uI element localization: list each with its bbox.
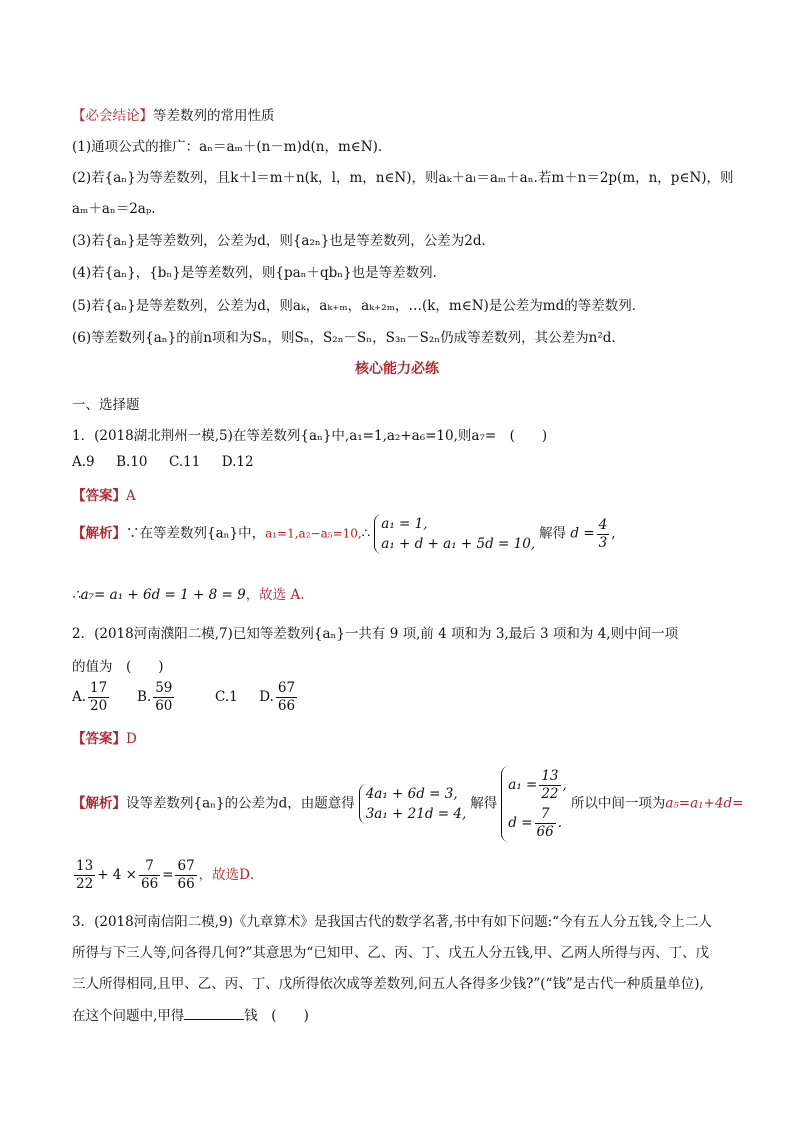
q2-sol-d-num: 7: [535, 806, 556, 824]
summary-header: [72, 104, 275, 124]
q2-l2-n1: 13: [76, 858, 94, 874]
property-4: (4)若{aₙ}，{bₙ}是等差数列，则{paₙ＋qbₙ}也是等差数列．: [72, 265, 447, 281]
q2-option-b-num: 59: [155, 680, 173, 696]
q2-l2-n3: 67: [177, 858, 195, 874]
q1-option-d: D.12: [221, 454, 254, 470]
q2-solution: [501, 766, 567, 842]
q1-answer-label: 【答案】: [72, 488, 126, 504]
q1-solve-text: 解得: [539, 525, 567, 542]
property-2-line-2: aₘ＋aₙ＝2aₚ.: [72, 201, 156, 217]
q1-system-eq2: a₁ + d + a₁ + 5d = 10,: [381, 536, 536, 552]
q2-system: [359, 784, 467, 824]
q2-answer-value: D: [126, 731, 137, 747]
q2-stem-line-1: 2．(2018河南濮阳二模,7)已知等差数列{aₙ}一共有 9 项,前 4 项和为 3,最后 3 项和为 4,则中间一项: [72, 626, 679, 642]
q3-line-2: 所得与下三人等,问各得几何?”其意思为“已知甲、乙、丙、丁、戊五人分五钱,甲、乙两人所得与丙、丁、戊: [72, 945, 710, 961]
q2-solve-text: 解得: [470, 795, 498, 812]
q2-l2-d1: 22: [76, 876, 94, 892]
q3-line-4-tail: 钱 ( ): [244, 1008, 309, 1024]
q1-analysis-label: 【解析】: [72, 525, 126, 542]
q3-line-4-text: 在这个问题中,甲得: [72, 1008, 185, 1024]
q1-option-a: A.9: [72, 454, 95, 470]
q2-analysis: [72, 766, 743, 842]
q2-so-expr: a₅=a₁+4d=: [665, 795, 744, 812]
q2-so-text: 所以中间一项为: [570, 795, 666, 812]
q2-conclusion: [72, 858, 264, 893]
property-5: (5)若{aₙ}是等差数列，公差为d，则aₖ，aₖ₊ₘ，aₖ₊₂ₘ，…(k，m∈N)是公差为md的等差数列．: [72, 298, 646, 314]
q2-option-d-num: 67: [277, 680, 296, 696]
summary-header-bracket: 【必会结论】: [72, 108, 153, 124]
q1-analysis-text: ∵在等差数列{aₙ}中，: [126, 525, 266, 542]
q1-system: [374, 514, 535, 554]
q3-answer-blank[interactable]: [184, 1019, 244, 1020]
q2-option-d-den: 66: [277, 698, 296, 714]
q2-sol-a1-num: 13: [541, 768, 559, 784]
q1-conclusion-choice: ，故选 A.: [245, 587, 305, 603]
q2-system-eq1: 4a₁ + 6d = 3,: [365, 786, 458, 802]
q1-d-eq: d =: [570, 525, 595, 542]
q1-conclusion-expr: ∴a₇= a₁ + 6d = 1 + 8 = 9: [72, 587, 246, 603]
q2-sol-a1-tail: ,: [562, 777, 567, 793]
q1-system-eq1: a₁ = 1,: [381, 516, 428, 532]
q1-conclusion: [72, 583, 305, 603]
q2-l2-d3: 66: [177, 876, 195, 892]
q2-stem-line-2: 的值为 ( ): [72, 659, 164, 675]
q2-l2-tail: ，故选D．: [198, 867, 264, 883]
q2-option-a-num: 17: [90, 680, 108, 696]
q2-l2-d2: 66: [140, 876, 159, 892]
q2-sol-d: d =: [508, 815, 533, 831]
q2-option-d-fraction: [276, 680, 297, 715]
q2-option-a-den: 20: [90, 698, 108, 714]
q2-option-c: C.1: [215, 689, 238, 705]
q3-line-1: 3．(2018河南信阳二模,9)《九章算术》是我国古代的数学名著,书中有如下问题:“今有五人分五钱,令上二人: [72, 914, 712, 930]
q2-analysis-label: 【解析】: [72, 795, 126, 812]
q1-options: [72, 454, 254, 470]
q2-option-b-den: 60: [155, 698, 173, 714]
part-label: 一、选择题: [72, 397, 140, 413]
q1-therefore: ∴: [361, 525, 371, 542]
q1-d-den: 3: [598, 534, 608, 551]
q2-answer-label: 【答案】: [72, 731, 126, 747]
q2-sol-d-den: 66: [536, 824, 554, 840]
q1-option-b: B.10: [116, 454, 148, 470]
q1-tail: ,: [611, 525, 616, 542]
summary-header-text: 等差数列的常用性质: [153, 108, 275, 124]
section-title: 核心能力必练: [355, 361, 439, 377]
q2-option-a-label: A.: [72, 689, 87, 705]
q1-answer-value: A: [126, 488, 136, 504]
q2-l2-eq: =: [162, 867, 174, 883]
q2-options: [72, 680, 299, 715]
q2-option-b-label: B.: [136, 689, 152, 705]
q3-line-4: [72, 1004, 309, 1024]
q2-l2-mid: + 4 ×: [97, 867, 137, 883]
q2-sol-a1-fraction: [539, 768, 560, 803]
q2-option-a-fraction: [88, 680, 109, 715]
property-2-line-1: (2)若{aₙ}为等差数列，且k＋l＝m＋n(k，l，m，n∈N)，则aₖ＋aₗ＝aₘ＋aₙ.若m＋n＝2p(m，n，p∈N)，则: [72, 170, 734, 186]
q2-l2-frac3: [175, 858, 196, 893]
q3-line-3: 三人所得相同,且甲、乙、丙、丁、戊所得依次成等差数列,问五人各得多少钱?”(“钱”是古代一种质量单位),: [72, 976, 704, 992]
q1-option-c: C.11: [168, 454, 201, 470]
property-6: (6)等差数列{aₙ}的前n项和为Sₙ，则Sₙ，S₂ₙ－Sₙ，S₃ₙ－S₂ₙ仍成等差数列，其公差为n²d.: [72, 330, 616, 346]
q1-answer: [72, 484, 136, 504]
q1-stem: 1．(2018湖北荆州一模,5)在等差数列{aₙ}中,a₁=1,a₂+a₆=10,则a₇= ( ): [72, 428, 548, 444]
q1-d-fraction: [597, 517, 610, 552]
q2-analysis-text: 设等差数列{aₙ}的公差为d，由题意得: [126, 795, 355, 812]
q2-l2-frac2: [139, 858, 160, 893]
q1-analysis-given: a₁=1,a₂−a₅=10,: [265, 526, 362, 541]
q2-sol-a1: a₁ =: [508, 777, 538, 793]
property-3: (3)若{aₙ}是等差数列，公差为d，则{a₂ₙ}也是等差数列，公差为2d.: [72, 233, 486, 249]
q2-option-b-fraction: [153, 680, 174, 715]
q1-d-num: 4: [598, 516, 608, 533]
q2-system-eq2: 3a₁ + 21d = 4,: [365, 806, 467, 822]
q2-sol-d-tail: .: [557, 815, 562, 831]
q2-sol-d-fraction: [535, 806, 556, 841]
q1-analysis: [72, 514, 616, 554]
q2-answer: [72, 727, 137, 747]
q2-l2-frac1: [74, 858, 95, 893]
q2-l2-n2: 7: [139, 858, 160, 876]
q2-sol-a1-den: 22: [541, 786, 559, 802]
q2-option-d-label: D.: [259, 689, 274, 705]
property-1: (1)通项公式的推广：aₙ＝aₘ＋(n－m)d(n，m∈N)．: [72, 139, 392, 155]
